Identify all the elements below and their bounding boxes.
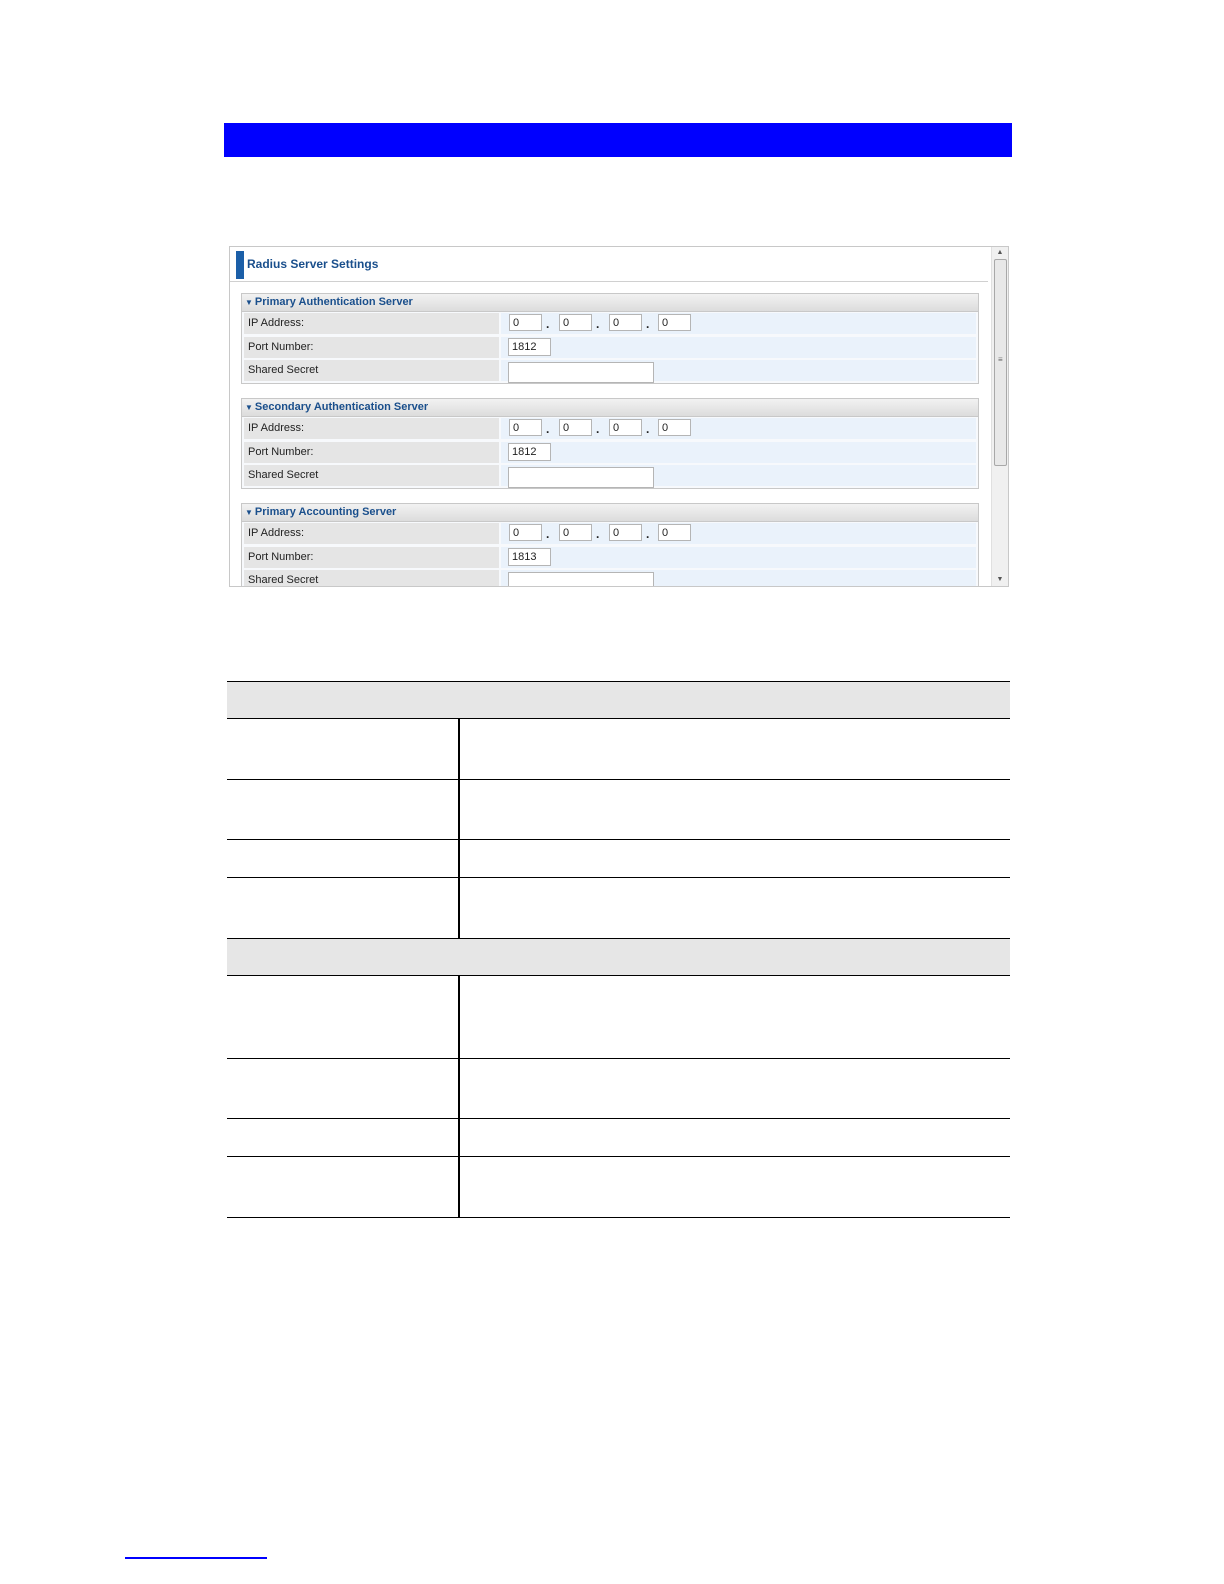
table-cell-label: [227, 1119, 459, 1157]
shared-secret-label: Shared Secret: [244, 570, 499, 587]
shared-secret-input[interactable]: [508, 467, 654, 488]
section-title: Secondary Authentication Server: [254, 401, 429, 413]
field-description-table: [227, 681, 1010, 1218]
footer-link-underline[interactable]: [125, 1557, 267, 1559]
table-row: [227, 1119, 1010, 1157]
table-cell-label: [227, 719, 459, 780]
collapse-triangle-icon[interactable]: ▼: [245, 508, 253, 517]
primary-accounting-section: [241, 503, 979, 587]
shared-secret-row: [242, 464, 978, 488]
scroll-up-arrow-icon[interactable]: ▲: [996, 249, 1004, 256]
table-cell-desc: [459, 719, 1010, 780]
ip-dot: .: [546, 317, 550, 331]
table-cell-desc: [459, 976, 1010, 1059]
primary-auth-section: [241, 293, 979, 384]
table-row: [227, 976, 1010, 1059]
table-cell-label: [227, 780, 459, 840]
section-header[interactable]: [242, 504, 978, 522]
panel-title-row: [230, 247, 988, 282]
table-row: [227, 878, 1010, 939]
port-number-row: [242, 336, 978, 360]
table-section-header: [227, 939, 1010, 976]
ip-address-label: IP Address:: [244, 418, 499, 439]
port-number-row: [242, 546, 978, 570]
ip-octet-1-input[interactable]: 0: [509, 524, 542, 541]
table-row: [227, 780, 1010, 840]
ip-dot: .: [646, 317, 650, 331]
table-cell-desc: [459, 878, 1010, 939]
table-section-header-cell: [227, 682, 1010, 719]
section-header[interactable]: [242, 399, 978, 417]
port-number-input[interactable]: 1812: [508, 443, 551, 461]
table-section-header: [227, 682, 1010, 719]
table-row: [227, 1059, 1010, 1119]
ip-address-row: [242, 312, 978, 336]
ip-octet-3-input[interactable]: 0: [609, 524, 642, 541]
shared-secret-row: [242, 359, 978, 383]
shared-secret-label: Shared Secret: [244, 465, 499, 486]
port-number-value: [501, 547, 976, 568]
collapse-triangle-icon[interactable]: ▼: [245, 298, 253, 307]
port-number-label: Port Number:: [244, 442, 499, 463]
ip-octet-1-input[interactable]: 0: [509, 419, 542, 436]
shared-secret-value: [501, 570, 976, 587]
table-cell-label: [227, 878, 459, 939]
table-cell-desc: [459, 1157, 1010, 1218]
secondary-auth-section: [241, 398, 979, 489]
table-row: [227, 719, 1010, 780]
grip-icon: ≡: [998, 355, 1003, 364]
ip-octet-1-input[interactable]: 0: [509, 314, 542, 331]
table-row: [227, 840, 1010, 878]
section-title: Primary Accounting Server: [254, 506, 397, 518]
ip-dot: .: [596, 317, 600, 331]
scroll-down-arrow-icon[interactable]: ▼: [996, 576, 1004, 583]
scrollbar-thumb[interactable]: [994, 259, 1007, 466]
ip-dot: .: [646, 527, 650, 541]
table-cell-label: [227, 1059, 459, 1119]
panel-title: Radius Server Settings: [247, 257, 379, 271]
shared-secret-input[interactable]: [508, 362, 654, 383]
ip-address-label: IP Address:: [244, 523, 499, 544]
table-cell-desc: [459, 780, 1010, 840]
table-cell-desc: [459, 840, 1010, 878]
table-cell-label: [227, 840, 459, 878]
vertical-scrollbar[interactable]: [991, 247, 1008, 586]
page-header-bar: [224, 123, 1012, 157]
ip-dot: .: [546, 527, 550, 541]
table-cell-label: [227, 976, 459, 1059]
title-marker: [236, 251, 244, 279]
table-section-header-cell: [227, 939, 1010, 976]
ip-dot: .: [596, 422, 600, 436]
ip-dot: .: [646, 422, 650, 436]
ip-octet-4-input[interactable]: 0: [658, 524, 691, 541]
shared-secret-row: [242, 569, 978, 587]
section-header[interactable]: [242, 294, 978, 312]
ip-octet-2-input[interactable]: 0: [559, 419, 592, 436]
ip-dot: .: [546, 422, 550, 436]
table-cell-desc: [459, 1059, 1010, 1119]
table-cell-label: [227, 1157, 459, 1218]
collapse-triangle-icon[interactable]: ▼: [245, 403, 253, 412]
ip-address-value: [501, 523, 976, 544]
ip-octet-3-input[interactable]: 0: [609, 419, 642, 436]
ip-octet-3-input[interactable]: 0: [609, 314, 642, 331]
radius-settings-panel: [229, 246, 1009, 587]
table-row: [227, 1157, 1010, 1218]
port-number-input[interactable]: 1813: [508, 548, 551, 566]
port-number-label: Port Number:: [244, 337, 499, 358]
port-number-label: Port Number:: [244, 547, 499, 568]
ip-octet-2-input[interactable]: 0: [559, 314, 592, 331]
ip-octet-4-input[interactable]: 0: [658, 419, 691, 436]
shared-secret-input[interactable]: [508, 572, 654, 587]
ip-address-value: [501, 313, 976, 334]
shared-secret-label: Shared Secret: [244, 360, 499, 381]
port-number-input[interactable]: 1812: [508, 338, 551, 356]
table-cell-desc: [459, 1119, 1010, 1157]
port-number-row: [242, 441, 978, 465]
ip-dot: .: [596, 527, 600, 541]
ip-octet-2-input[interactable]: 0: [559, 524, 592, 541]
port-number-value: [501, 337, 976, 358]
shared-secret-value: [501, 465, 976, 486]
section-title: Primary Authentication Server: [254, 296, 413, 308]
ip-address-row: [242, 522, 978, 546]
ip-address-value: [501, 418, 976, 439]
port-number-value: [501, 442, 976, 463]
ip-address-row: [242, 417, 978, 441]
ip-octet-4-input[interactable]: 0: [658, 314, 691, 331]
ip-address-label: IP Address:: [244, 313, 499, 334]
shared-secret-value: [501, 360, 976, 381]
